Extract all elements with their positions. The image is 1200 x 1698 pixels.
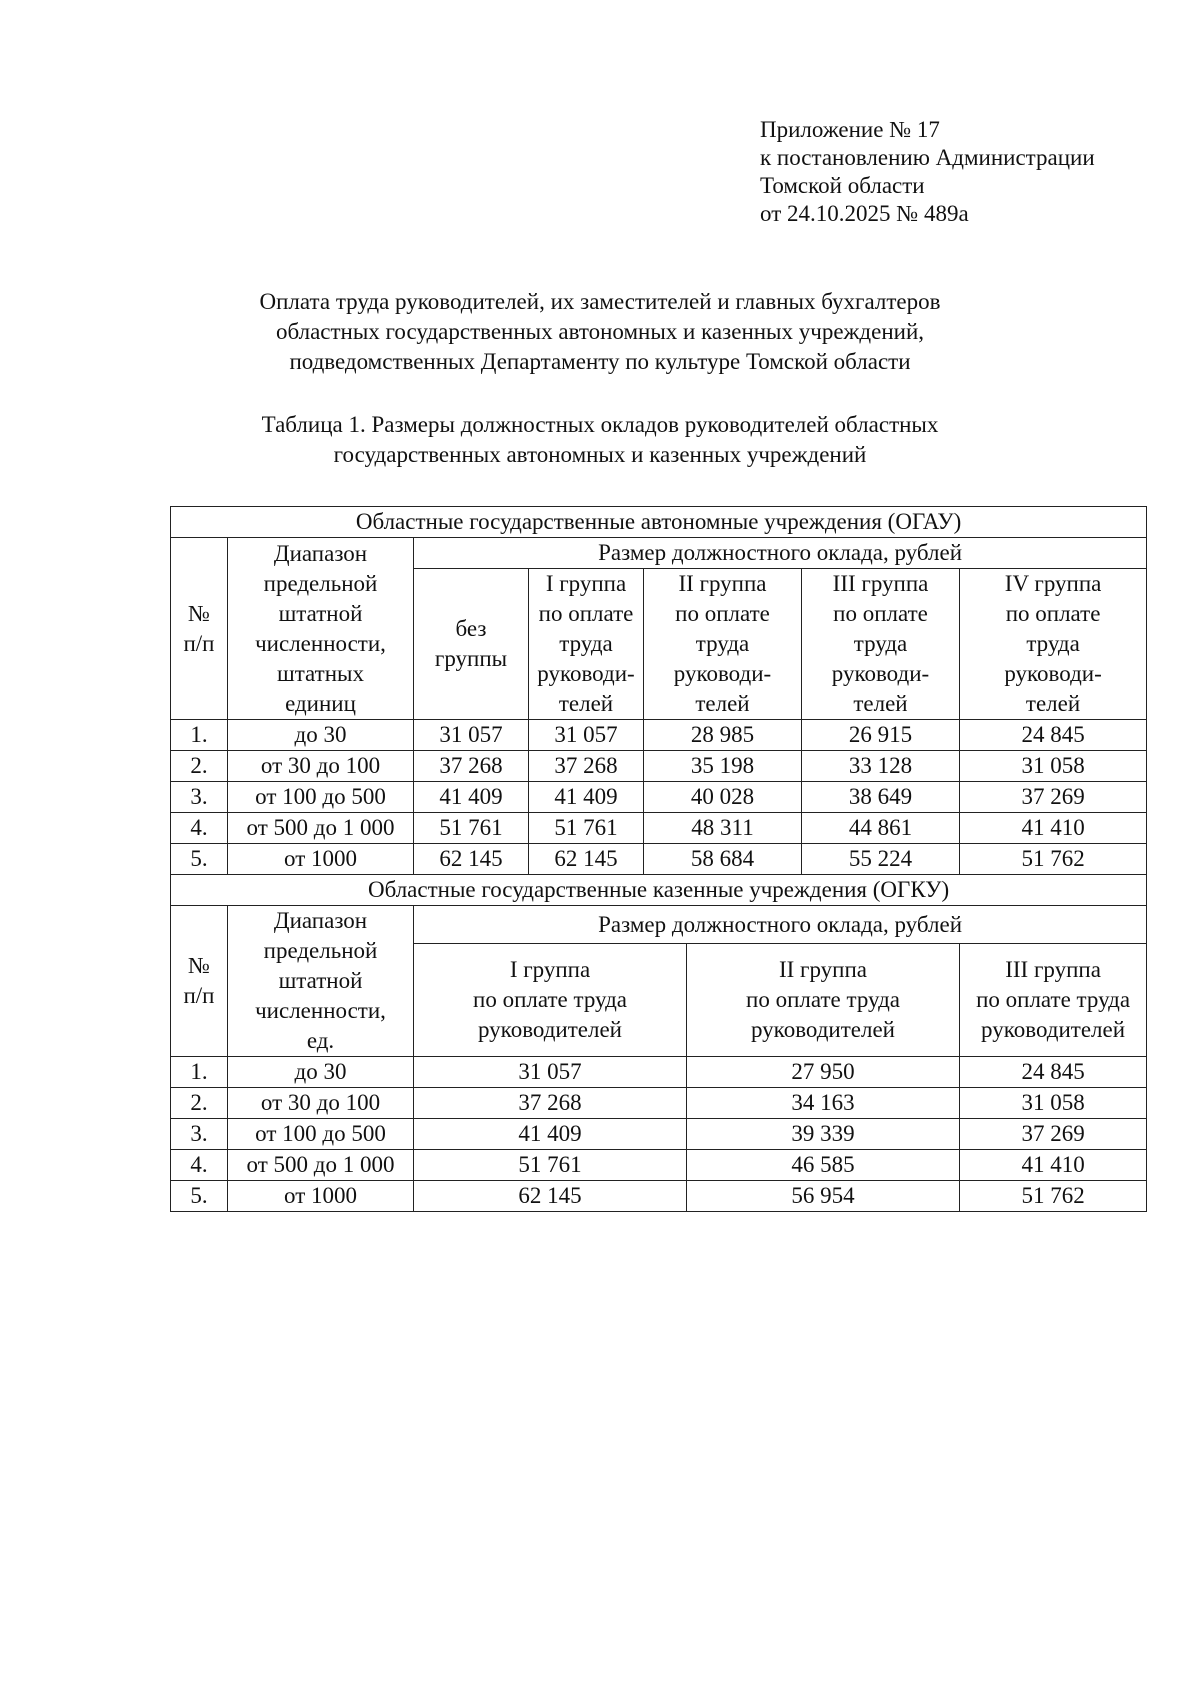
table-row: [171, 813, 1147, 844]
ogau-header-row: [171, 538, 1147, 569]
salary-value: 41 409: [414, 1119, 687, 1150]
ogku-header-row: [171, 906, 1147, 944]
table-row: [171, 1119, 1147, 1150]
ogau-group-4-header: IV группа по оплате труда руководи- телей: [960, 569, 1147, 720]
salary-value: 51 762: [960, 1181, 1147, 1212]
salary-value: 41 409: [529, 782, 644, 813]
salary-value: 37 268: [414, 1088, 687, 1119]
salary-value: 35 198: [644, 751, 802, 782]
ogau-group-1-header: I группа по оплате труда руководи- телей: [529, 569, 644, 720]
ogau-salary-header: Размер должностного оклада, рублей: [414, 538, 1147, 569]
row-number: 5.: [171, 1181, 228, 1212]
salary-value: 33 128: [802, 751, 960, 782]
row-range: от 30 до 100: [228, 1088, 414, 1119]
salary-value: 31 058: [960, 1088, 1147, 1119]
ogau-section-row: [171, 507, 1147, 538]
salary-value: 31 057: [529, 720, 644, 751]
table-title: [150, 410, 1050, 470]
row-number: 3.: [171, 1119, 228, 1150]
ogku-group-3-header: III группа по оплате труда руководителей: [960, 944, 1147, 1057]
salary-value: 34 163: [687, 1088, 960, 1119]
document-title-line: областных государственных автономных и казенных учреждений,: [275, 319, 925, 344]
salary-value: 51 762: [960, 844, 1147, 875]
salary-value: 31 057: [414, 720, 529, 751]
salary-value: 51 761: [414, 1150, 687, 1181]
salary-value: 31 057: [414, 1057, 687, 1088]
salary-value: 38 649: [802, 782, 960, 813]
salary-value: 24 845: [960, 720, 1147, 751]
salary-value: 39 339: [687, 1119, 960, 1150]
row-number: 1.: [171, 720, 228, 751]
ogku-col-num-header: № п/п: [171, 906, 228, 1057]
table-row: [171, 844, 1147, 875]
salary-value: 27 950: [687, 1057, 960, 1088]
appendix-decree: к постановлению Администрации: [760, 145, 1095, 170]
table-title-line: государственных автономных и казенных учреждений: [333, 442, 867, 467]
row-range: от 500 до 1 000: [228, 813, 414, 844]
document-title-line: подведомственных Департаменту по культуре Томской области: [289, 349, 911, 374]
salary-value: 37 269: [960, 782, 1147, 813]
ogau-group-2-header: II группа по оплате труда руководи- телей: [644, 569, 802, 720]
appendix-number: Приложение № 17: [760, 117, 940, 142]
table-row: [171, 782, 1147, 813]
salary-value: 58 684: [644, 844, 802, 875]
salary-value: 62 145: [414, 844, 529, 875]
salary-value: 26 915: [802, 720, 960, 751]
salary-value: 28 985: [644, 720, 802, 751]
row-range: от 30 до 100: [228, 751, 414, 782]
row-number: 4.: [171, 813, 228, 844]
ogau-group-3-header: III группа по оплате труда руководи- телей: [802, 569, 960, 720]
ogau-col-range-header: Диапазон предельной штатной численности, штатных единиц: [228, 538, 414, 720]
row-range: от 500 до 1 000: [228, 1150, 414, 1181]
row-number: 4.: [171, 1150, 228, 1181]
row-number: 1.: [171, 1057, 228, 1088]
row-range: до 30: [228, 1057, 414, 1088]
salary-value: 37 269: [960, 1119, 1147, 1150]
salary-value: 37 268: [414, 751, 529, 782]
salary-value: 46 585: [687, 1150, 960, 1181]
row-range: от 100 до 500: [228, 782, 414, 813]
document-title: [150, 287, 1050, 377]
salary-value: 41 410: [960, 813, 1147, 844]
row-range: до 30: [228, 720, 414, 751]
salary-value: 24 845: [960, 1057, 1147, 1088]
table-row: [171, 1088, 1147, 1119]
table-row: [171, 1181, 1147, 1212]
salary-value: 41 410: [960, 1150, 1147, 1181]
ogku-salary-header: Размер должностного оклада, рублей: [414, 906, 1147, 944]
row-range: от 100 до 500: [228, 1119, 414, 1150]
row-number: 2.: [171, 751, 228, 782]
salary-value: 37 268: [529, 751, 644, 782]
ogku-col-range-header: Диапазон предельной штатной численности, ед.: [228, 906, 414, 1057]
ogku-group-2-header: II группа по оплате труда руководителей: [687, 944, 960, 1057]
ogku-section-row: [171, 875, 1147, 906]
salary-value: 51 761: [529, 813, 644, 844]
salary-value: 51 761: [414, 813, 529, 844]
salary-table: [170, 506, 1147, 1212]
salary-value: 48 311: [644, 813, 802, 844]
salary-value: 41 409: [414, 782, 529, 813]
ogau-section-title: Областные государственные автономные учреждения (ОГАУ): [171, 507, 1147, 538]
row-range: от 1000: [228, 844, 414, 875]
appendix-date: от 24.10.2025 № 489а: [760, 201, 969, 226]
document-title-line: Оплата труда руководителей, их заместителей и главных бухгалтеров: [259, 289, 941, 314]
salary-value: 40 028: [644, 782, 802, 813]
salary-value: 62 145: [529, 844, 644, 875]
table-title-line: Таблица 1. Размеры должностных окладов руководителей областных: [261, 412, 939, 437]
salary-value: 62 145: [414, 1181, 687, 1212]
salary-value: 55 224: [802, 844, 960, 875]
salary-value: 31 058: [960, 751, 1147, 782]
appendix-region: Томской области: [760, 173, 925, 198]
ogku-group-1-header: I группа по оплате труда руководителей: [414, 944, 687, 1057]
row-range: от 1000: [228, 1181, 414, 1212]
row-number: 2.: [171, 1088, 228, 1119]
table-row: [171, 1150, 1147, 1181]
row-number: 3.: [171, 782, 228, 813]
ogau-group-none-header: без группы: [414, 569, 529, 720]
salary-value: 56 954: [687, 1181, 960, 1212]
salary-value: 44 861: [802, 813, 960, 844]
table-row: [171, 1057, 1147, 1088]
row-number: 5.: [171, 844, 228, 875]
appendix-reference: [760, 116, 1095, 228]
table-row: [171, 720, 1147, 751]
ogau-col-num-header: № п/п: [171, 538, 228, 720]
ogku-section-title: Областные государственные казенные учреждения (ОГКУ): [171, 875, 1147, 906]
table-row: [171, 751, 1147, 782]
